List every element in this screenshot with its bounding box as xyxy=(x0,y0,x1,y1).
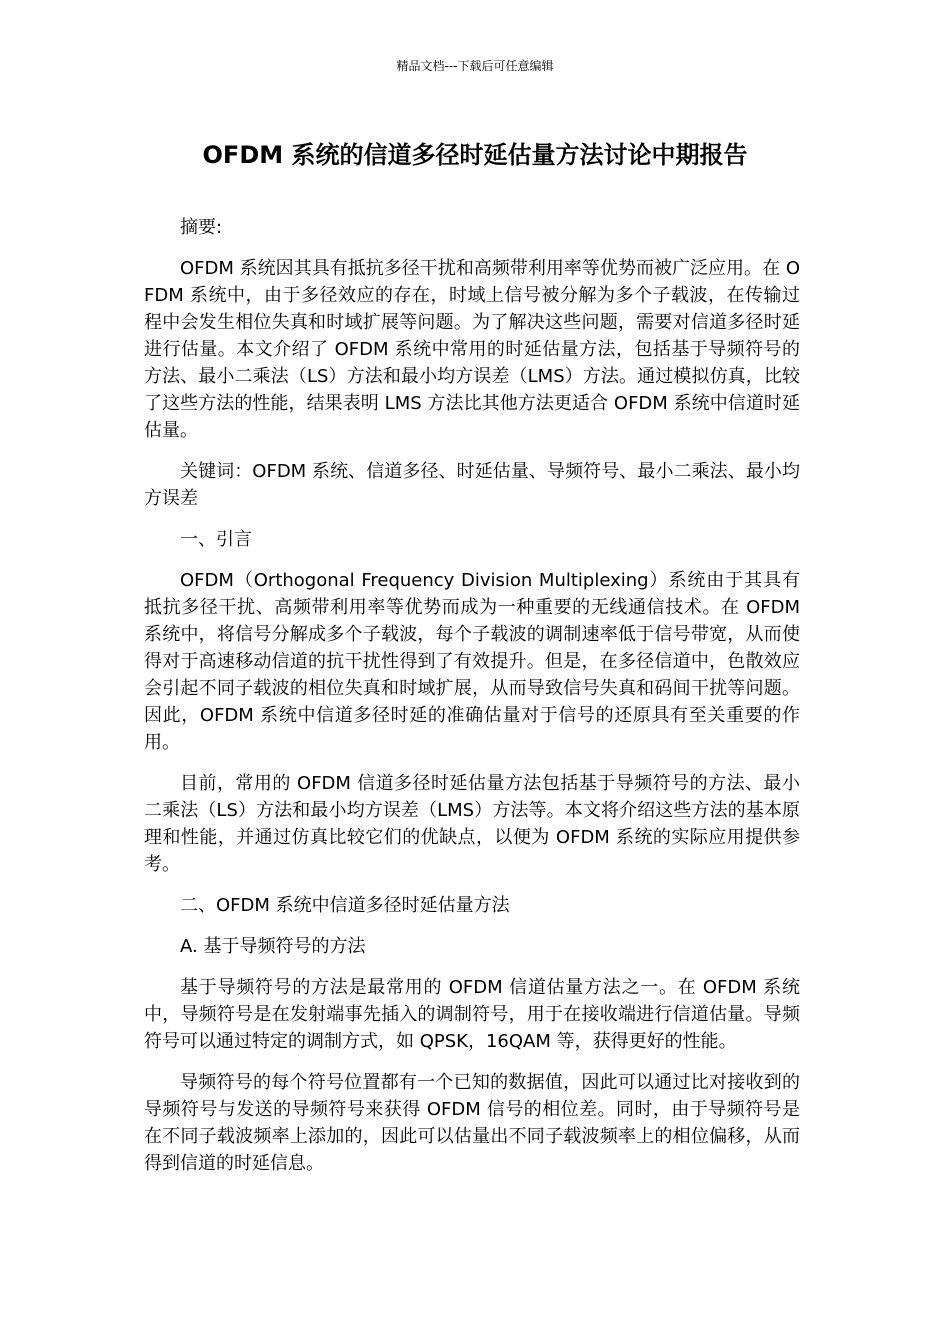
abstract-paragraph: OFDM 系统因其具有抵抗多径干扰和高频带利用率等优势而被广泛应用。在 OFDM 系统中，由于多径效应的存在，时域上信号被分解为多个子载波，在传输过程中会发生相位失真和时域扩展等问题。为了解决这些问题，需要对信道多径时延进行估量。本文介绍了 OFDM 系统中常用的时延估量方法，包括基于导频符号的方法、最小二乘法（LS）方法和最小均方误差（LMS）方法。通过模拟仿真，比较了这些方法的性能，结果表明 LMS 方法比其他方法更适合 OFDM 系统中信道时延估量。 xyxy=(144,258,800,441)
section-heading-methods: 二、OFDM 系统中信道多径时延估量方法 xyxy=(180,895,510,916)
abstract-heading: 摘要: xyxy=(180,217,223,238)
section-heading-introduction: 一、引言 xyxy=(180,529,252,550)
pilot-paragraph-2: 导频符号的每个符号位置都有一个已知的数据值，因此可以通过比对接收到的导频符号与发送的导频符号来获得 OFDM 信号的相位差。同时，由于导频符号是在不同子载波频率上添加的，因此可以估量出不同子载波频率上的相位偏移，从而得到信道的时延信息。 xyxy=(144,1072,800,1174)
subsection-heading-pilot: A. 基于导频符号的方法 xyxy=(180,936,366,957)
document-body xyxy=(144,214,800,1191)
pilot-paragraph-1: 基于导频符号的方法是最常用的 OFDM 信道估量方法之一。在 OFDM 系统中，导频符号是在发射端事先插入的调制符号，用于在接收端进行信道估量。导频符号可以通过特定的调制方式，如 QPSK，16QAM 等，获得更好的性能。 xyxy=(144,977,800,1052)
page-header: 精品文档---下载后可任意编辑 xyxy=(396,59,554,73)
intro-paragraph-2: 目前，常用的 OFDM 信道多径时延估量方法包括基于导频符号的方法、最小二乘法（LS）方法和最小均方误差（LMS）方法等。本文将介绍这些方法的基本原理和性能，并通过仿真比较它们的优缺点，以便为 OFDM 系统的实际应用提供参考。 xyxy=(144,773,800,875)
intro-paragraph-1: OFDM（Orthogonal Frequency Division Multiplexing）系统由于其具有抵抗多径干扰、高频带利用率等优势而成为一种重要的无线通信技术。在 OFDM 系统中，将信号分解成多个子载波，每个子载波的调制速率低于信号带宽，从而使得对于高速移动信道的抗干扰性得到了有效提升。但是，在多径信道中，色散效应会引起不同子载波的相位失真和时域扩展，从而导致信号失真和码间干扰等问题。因此，OFDM 系统中信道多径时延的准确估量对于信号的还原具有至关重要的作用。 xyxy=(144,570,800,753)
document-title: OFDM 系统的信道多径时延估量方法讨论中期报告 xyxy=(202,141,748,169)
keywords-paragraph: 关键词：OFDM 系统、信道多径、时延估量、导频符号、最小二乘法、最小均方误差 xyxy=(144,461,800,509)
